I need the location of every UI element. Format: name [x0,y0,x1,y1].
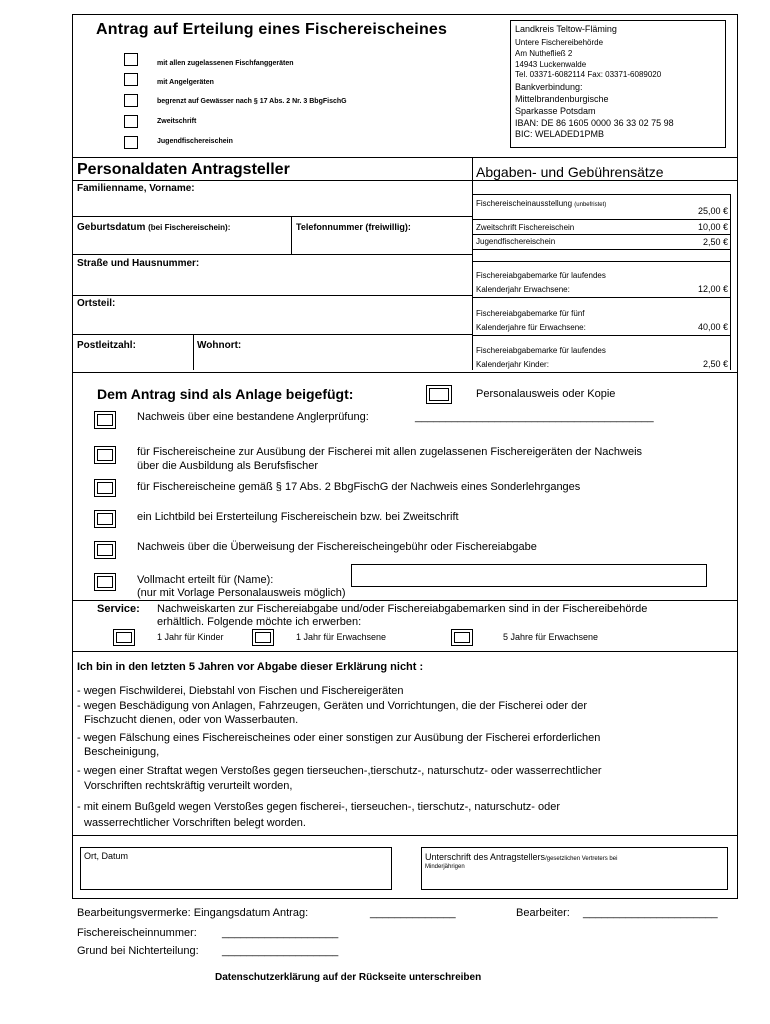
power-of-attorney-checkbox[interactable] [94,573,116,591]
divider [72,600,738,601]
declaration-item: - wegen Fischwilderei, Diebstahl von Fischen und Fischereigeräten [77,685,404,697]
fee-amount: 10,00 € [697,222,728,232]
id-card-label: Personalausweis oder Kopie [476,388,616,400]
form-title: Antrag auf Erteilung eines Fischereischeines [96,21,448,38]
declaration-item: Fischzucht dienen, oder von Wasserbauten. [84,714,299,726]
service-label: Service: [97,603,140,615]
service-option-label: 1 Jahr für Erwachsene [296,632,387,642]
declaration-heading: Ich bin in den letzten 5 Jahren vor Abgabe dieser Erklärung nicht : [77,661,424,673]
name-field[interactable] [74,194,470,214]
attachment-label: für Fischereischeine zur Ausübung der Fischerei mit allen zugelassenen Fischereigeräten der Nachweis [137,446,643,458]
exam-proof-checkbox[interactable] [94,411,116,429]
attachment-label: Nachweis über eine bestandene Anglerprüfung: [137,411,369,423]
option-label: mit allen zugelassenen Fischfanggeräten [157,60,294,67]
divider [193,334,194,370]
divider [72,334,472,335]
declaration-item: Vorschriften rechtskräftig verurteilt worden, [84,780,293,792]
id-card-checkbox[interactable] [426,385,452,404]
service-option-label: 1 Jahr für Kinder [157,632,224,642]
option-checkbox-duplicate[interactable] [124,115,138,128]
service-5years-checkbox[interactable] [451,629,473,646]
fee-label: Kalenderjahr Erwachsene: [476,285,570,294]
divider [72,254,472,255]
divider [472,157,473,370]
declaration-item: - wegen einer Straftat wegen Verstoßes gegen tierseuchen-,tierschutz-, naturschutz- oder wasserrechtlicher [77,765,602,777]
fee-amount: 12,00 € [697,284,728,294]
authority-line: Landkreis Teltow-Fläming [515,24,617,34]
phone-label: Telefonnummer (freiwillig): [296,222,411,232]
fee-label: Fischereiabgabemarke für laufendes [476,271,606,280]
attachment-label: Vollmacht erteilt für (Name): [137,574,274,586]
attachment-label: über die Ausbildung als Berufsfischer [137,460,318,472]
divider [72,180,738,181]
signature-note: Minderjährigen [425,864,465,870]
divider [291,216,292,254]
refusal-reason-blank[interactable]: ___________________ [222,945,339,957]
special-course-checkbox[interactable] [94,479,116,497]
service-adult-checkbox[interactable] [252,629,274,646]
authority-line: BIC: WELADED1PMB [515,129,605,139]
receipt-date-blank[interactable]: ______________ [370,907,456,919]
attachment-label: für Fischereischeine gemäß § 17 Abs. 2 BbgFischG der Nachweis eines Sonderlehrganges [137,481,581,493]
authority-line: Tel. 03371-6082114 Fax: 03371-6089020 [515,70,662,79]
service-text: Nachweiskarten zur Fischereiabgabe und/oder Fischereiabgabemarken sind in der Fischereibehörde [157,603,648,615]
fisher-training-checkbox[interactable] [94,446,116,464]
service-option-label: 5 Jahre für Erwachsene [503,632,599,642]
birthdate-label: Geburtsdatum (bei Fischereischein): [77,222,231,233]
authority-line: Am Nuthefließ 2 [515,49,573,58]
license-number-label: Fischereischeinnummer: [77,927,197,939]
signature-label: Unterschrift des Antragstellers/gesetzlichen Vertreters bei [425,852,618,862]
refusal-reason-label: Grund bei Nichterteilung: [77,945,199,957]
service-text: erhältlich. Folgende möchte ich erwerben: [157,616,362,628]
fee-label: Fischereiabgabemarke für laufendes [476,346,606,355]
declaration-item: wasserrechtlicher Vorschriften belegt worden. [84,817,306,829]
clerk-blank[interactable]: ______________________ [583,907,718,919]
fees-heading: Abgaben- und Gebührensätze [476,164,664,180]
attachment-label: Nachweis über die Überweisung der Fischereischeingebühr oder Fischereiabgabe [137,541,537,553]
divider [72,157,738,158]
fee-label: Fischereiabgabemarke für fünf [476,309,585,318]
service-kids-checkbox[interactable] [113,629,135,646]
processing-notes-label: Bearbeitungsvermerke: Eingangsdatum Antrag: [77,907,309,919]
option-checkbox-all-gear[interactable] [124,53,138,66]
option-checkbox-youth[interactable] [124,136,138,149]
divider [72,651,738,652]
option-label: mit Angelgeräten [157,79,214,86]
fee-label: Zweitschrift Fischereischein [476,223,575,232]
fee-label: Kalenderjahre für Erwachsene: [476,323,586,332]
fee-amount: 40,00 € [697,322,728,332]
postcode-label: Postleitzahl: [77,340,136,351]
personal-heading: Personaldaten Antragsteller [77,161,290,178]
payment-proof-checkbox[interactable] [94,541,116,559]
privacy-footer: Datenschutzerklärung auf der Rückseite unterschreiben [215,972,482,983]
name-label: Familienname, Vorname: [77,183,195,194]
photo-checkbox[interactable] [94,510,116,528]
fee-amount: 2,50 € [702,237,728,247]
attachment-label: ein Lichtbild bei Ersterteilung Fischereischein bzw. bei Zweitschrift [137,511,459,523]
option-label: Jugendfischereischein [157,138,233,145]
district-label: Ortsteil: [77,298,116,309]
divider [730,194,731,370]
option-checkbox-restricted[interactable] [124,94,138,107]
fee-label: Kalenderjahr Kinder: [476,360,549,369]
attachments-heading: Dem Antrag sind als Anlage beigefügt: [97,386,354,402]
city-label: Wohnort: [197,340,242,351]
fee-label: Fischereischeinausstellung (unbefristet) [476,199,607,208]
divider [72,295,472,296]
attachment-label: (nur mit Vorlage Personalausweis möglich) [137,587,346,599]
divider [72,835,738,836]
fee-label: Jugendfischereischein [476,237,556,246]
place-date-label: Ort, Datum [84,851,129,861]
divider [72,372,738,373]
option-checkbox-angling[interactable] [124,73,138,86]
declaration-item: - wegen Fälschung eines Fischereischeines oder einer sonstigen zur Ausübung der Fischerei erforderlichen [77,732,601,744]
license-number-blank[interactable]: ___________________ [222,927,339,939]
clerk-label: Bearbeiter: [516,907,570,919]
option-label: begrenzt auf Gewässer nach § 17 Abs. 2 Nr. 3 BbgFischG [157,98,347,105]
declaration-item: Bescheinigung, [84,746,160,758]
authority-line: Bankverbindung: [515,82,583,92]
street-label: Straße und Hausnummer: [77,258,200,269]
authority-line: Sparkasse Potsdam [515,106,596,116]
divider [72,216,472,217]
authority-line: Mittelbrandenburgische [515,94,609,104]
authority-line: IBAN: DE 86 1605 0000 36 33 02 75 98 [515,118,674,128]
fee-amount: 2,50 € [702,359,728,369]
authority-line: 14943 Luckenwalde [515,60,587,69]
exam-blank-line[interactable]: _______________________________________ [415,411,654,423]
fee-amount: 25,00 € [697,206,728,216]
declaration-item: - wegen Beschädigung von Anlagen, Fahrzeugen, Geräten und Vorrichtungen, die der Fischerei oder der [77,700,587,712]
option-label: Zweitschrift [157,118,197,125]
authority-line: Untere Fischereibehörde [515,38,604,47]
proxy-name-input[interactable] [351,564,707,587]
declaration-item: - mit einem Bußgeld wegen Verstoßes gegen fischerei-, tierseuchen-, tierschutz-, naturschutz- oder [77,801,561,813]
